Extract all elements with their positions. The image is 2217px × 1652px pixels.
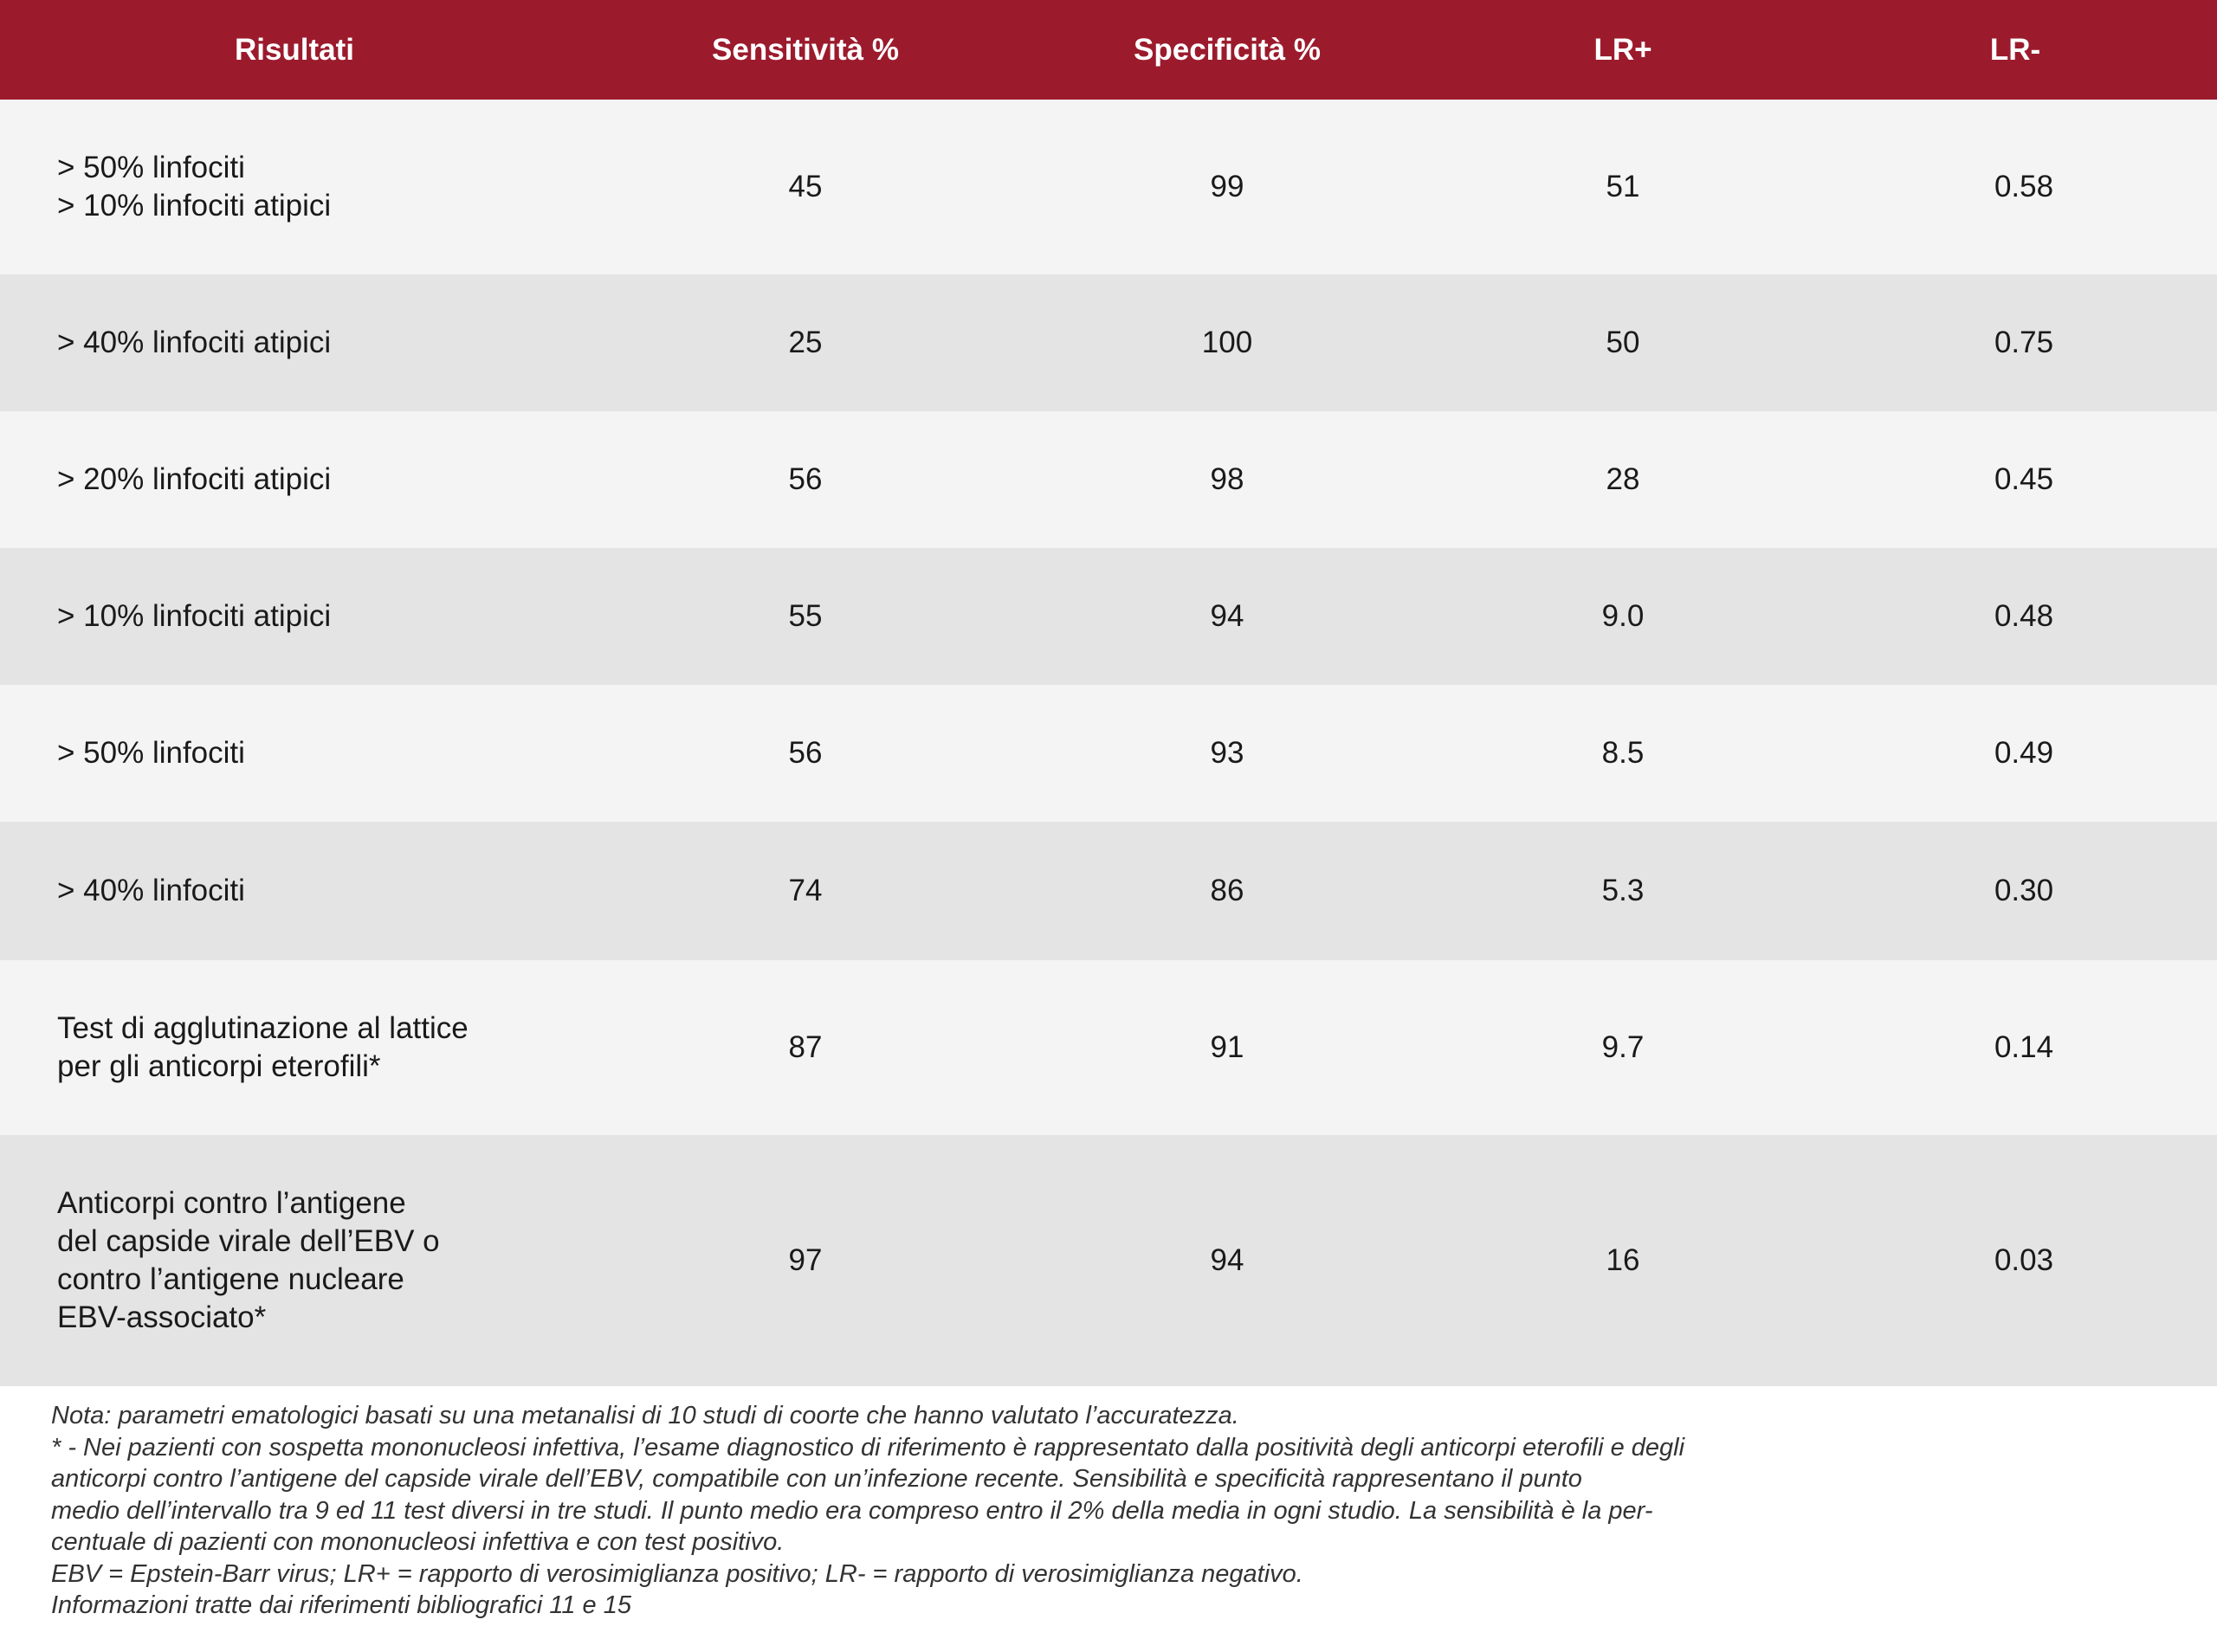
table-row [0,685,2217,822]
table-header-row [0,0,2217,100]
footnote-line: centuale di pazienti con mononucleosi infettiva e con test positivo. [51,1528,785,1556]
footnote-line: EBV = Epstein-Barr virus; LR+ = rapporto di verosimiglianza positivo; LR- = rapporto di verosimiglianza negativo. [51,1559,1303,1588]
sensitivity-value: 97 [788,1243,823,1277]
row-label-line: > 20% linfociti atipici [57,462,332,496]
footnote-line: Nota: parametri ematologici basati su una metanalisi di 10 studi di coorte che hanno valutato l’accuratezza. [51,1402,1239,1429]
lr-negative-value: 0.30 [1994,874,2054,907]
sensitivity-value: 45 [788,170,823,203]
lr-positive-value: 28 [1606,462,1640,496]
table-row [0,274,2217,411]
lr-negative-value: 0.03 [1994,1243,2054,1277]
footnote-line: medio dell’intervallo tra 9 ed 11 test diversi in tre studi. Il punto medio era compreso entro il 2% della media in ogni studio. La sensibilità è la per- [51,1496,1653,1525]
sensitivity-value: 56 [788,462,823,496]
specificity-value: 93 [1210,736,1244,770]
lr-negative-value: 0.49 [1994,736,2054,770]
row-label-line: > 10% linfociti atipici [57,599,332,633]
footnote-line: Informazioni tratte dai riferimenti bibliografici 11 e 15 [51,1591,632,1619]
lr-positive-value: 8.5 [1601,736,1645,770]
lr-positive-value: 51 [1606,170,1640,203]
row-label-line: EBV-associato* [57,1300,267,1334]
header-lr-negative: LR- [1989,32,2041,67]
specificity-value: 98 [1210,462,1244,496]
sensitivity-value: 87 [788,1030,823,1064]
header-lr-positive: LR+ [1593,32,1652,67]
table-row [0,411,2217,548]
lr-positive-value: 5.3 [1601,874,1645,907]
specificity-value: 91 [1210,1030,1244,1064]
footnote-line: * - Nei pazienti con sospetta mononucleosi infettiva, l’esame diagnostico di riferimento è rappresentato dalla positività degli anticorpi eterofili e degli [51,1433,1685,1462]
lr-negative-value: 0.45 [1994,462,2054,496]
specificity-value: 99 [1210,170,1244,203]
lr-positive-value: 9.0 [1601,599,1645,633]
row-label [0,149,572,225]
row-label-line: del capside virale dell’EBV o [57,1224,440,1258]
lr-negative-value: 0.58 [1994,170,2054,203]
row-label-line: > 40% linfociti atipici [57,326,332,359]
header-specificity: Specificità % [1134,32,1321,67]
row-label-line: contro l’antigene nucleare [57,1262,404,1296]
row-label-line: per gli anticorpi eterofili* [57,1049,381,1083]
specificity-value: 94 [1210,1243,1244,1277]
lr-positive-value: 50 [1606,326,1640,359]
table-row [0,1135,2217,1386]
row-label [0,461,572,499]
sensitivity-value: 55 [788,599,823,633]
row-label [0,734,572,772]
specificity-value: 94 [1210,599,1244,633]
row-label [0,1010,572,1086]
row-label-line: > 50% linfociti [57,151,245,184]
row-label-line: > 10% linfociti atipici [57,189,332,223]
row-label [0,324,572,362]
table-row [0,100,2217,274]
lr-positive-value: 9.7 [1601,1030,1645,1064]
row-label-line: > 40% linfociti [57,874,245,907]
table-footnotes [51,1400,1870,1622]
sensitivity-value: 56 [788,736,823,770]
row-label-line: Test di agglutinazione al lattice [57,1011,469,1045]
table-row [0,548,2217,685]
specificity-value: 86 [1210,874,1244,907]
specificity-value: 100 [1201,326,1253,359]
footnote-line: anticorpi contro l’antigene del capside virale dell’EBV, compatibile con un’infezione recente. Sensibilità e specificità rappresentano il punto [51,1465,1582,1493]
header-results: Risultati [234,32,355,67]
lr-negative-value: 0.75 [1994,326,2054,359]
lr-negative-value: 0.14 [1994,1030,2054,1064]
lr-negative-value: 0.48 [1994,599,2054,633]
row-label [0,872,572,910]
sensitivity-value: 25 [788,326,823,359]
lr-positive-value: 16 [1606,1243,1640,1277]
table-row [0,960,2217,1135]
row-label-line: > 50% linfociti [57,736,245,770]
row-label [0,1184,572,1337]
row-label [0,597,572,636]
header-sensitivity: Sensitività % [712,32,899,67]
sensitivity-value: 74 [788,874,823,907]
row-label-line: Anticorpi contro l’antigene [57,1186,406,1220]
table-row [0,822,2217,960]
